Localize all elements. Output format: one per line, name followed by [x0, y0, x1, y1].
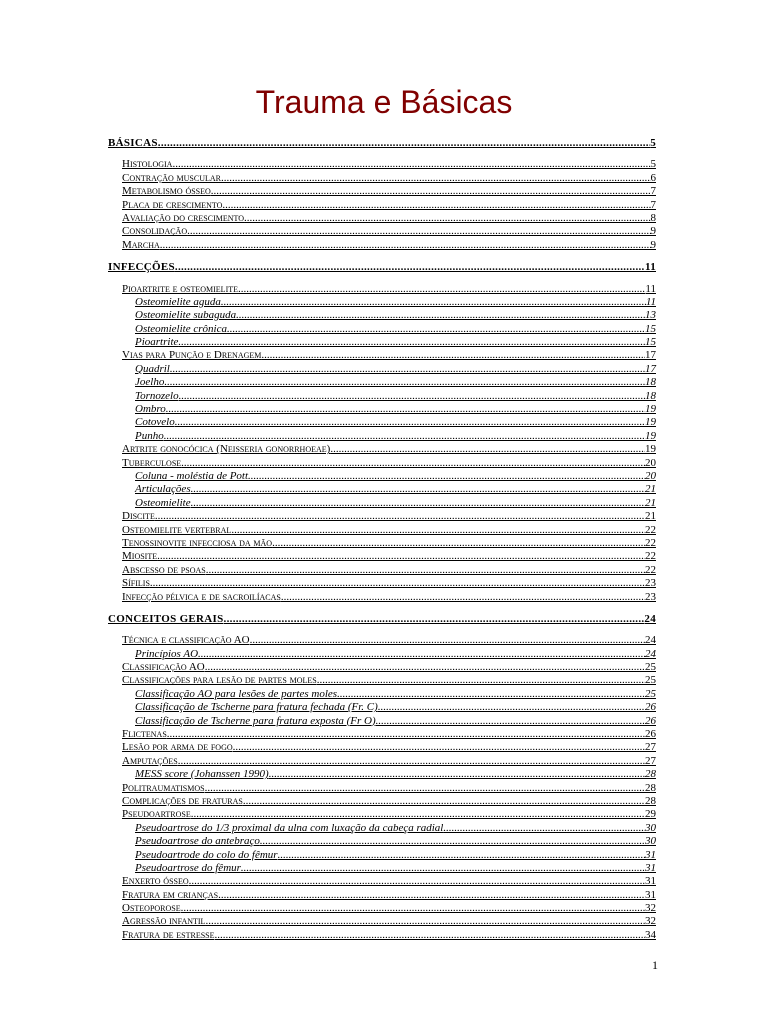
toc-entry-label[interactable]: Princípios AO: [135, 647, 199, 660]
toc-entry-label[interactable]: Tuberculose: [122, 456, 182, 469]
toc-entry-label[interactable]: Contração muscular: [122, 171, 221, 184]
toc-entry-label[interactable]: Placa de crescimento: [122, 198, 223, 211]
toc-entry[interactable]: [108, 808, 656, 821]
toc-dot-leader: [330, 443, 645, 456]
toc-dot-leader: [250, 634, 645, 647]
toc-entry-label[interactable]: Pseudoartrose do 1/3 proximal da ulna com luxação da cabeça radial: [135, 821, 444, 834]
toc-subentry[interactable]: [108, 862, 656, 875]
toc-entry[interactable]: [108, 661, 656, 674]
toc-entry-page[interactable]: 24: [644, 612, 656, 625]
toc-entry-page[interactable]: 34: [645, 928, 656, 941]
toc-dot-leader: [164, 430, 645, 443]
toc-entry-label[interactable]: Pseudoartrode do colo do fêmur: [135, 848, 278, 861]
toc-entry-page[interactable]: 18: [645, 376, 656, 389]
toc-entry-label[interactable]: Consolidação: [122, 225, 188, 238]
toc-entry-label[interactable]: Abscesso de psoas: [122, 563, 206, 576]
toc-entry-page[interactable]: 18: [645, 389, 656, 402]
toc-entry-page[interactable]: 6: [650, 171, 656, 184]
toc-entry-label[interactable]: BÁSICAS: [108, 137, 158, 149]
toc-dot-leader: [222, 199, 650, 212]
toc-entry-label[interactable]: Pseudoartrose do fêmur: [135, 861, 241, 874]
toc-entry-page[interactable]: 9: [650, 225, 656, 238]
toc-entry[interactable]: [108, 239, 656, 252]
toc-dot-leader: [170, 363, 645, 376]
toc-entry[interactable]: [108, 577, 656, 590]
toc-entry-label[interactable]: Politraumatismos: [122, 781, 205, 794]
toc-dot-leader: [236, 309, 645, 322]
toc-entry-label[interactable]: Discite: [122, 510, 155, 523]
toc-subentry[interactable]: [108, 849, 656, 862]
toc-entry-page[interactable]: 32: [645, 902, 656, 915]
table-of-contents: [108, 137, 656, 942]
toc-entry[interactable]: [108, 782, 656, 795]
toc-entry[interactable]: [108, 199, 656, 212]
toc-entry[interactable]: [108, 755, 656, 768]
toc-subentry[interactable]: [108, 822, 656, 835]
toc-dot-leader: [160, 239, 651, 252]
toc-entry-page[interactable]: 11: [645, 282, 656, 295]
toc-entry[interactable]: [108, 537, 656, 550]
toc-entry-page[interactable]: 17: [645, 349, 656, 362]
toc-entry[interactable]: [108, 457, 656, 470]
toc-subentry[interactable]: [108, 430, 656, 443]
toc-dot-leader: [227, 323, 645, 336]
toc-entry-label[interactable]: Sífilis: [122, 577, 150, 590]
toc-subentry[interactable]: [108, 323, 656, 336]
toc-dot-leader: [261, 349, 645, 362]
toc-dot-leader: [187, 225, 650, 238]
toc-entry[interactable]: [108, 795, 656, 808]
toc-dot-leader: [167, 728, 645, 741]
toc-entry-page[interactable]: 31: [645, 848, 656, 861]
toc-dot-leader: [191, 483, 645, 496]
toc-dot-leader: [205, 782, 645, 795]
toc-subentry[interactable]: [108, 470, 656, 483]
toc-entry-page[interactable]: 25: [645, 661, 656, 674]
toc-dot-leader: [198, 648, 645, 661]
toc-entry[interactable]: [108, 564, 656, 577]
toc-entry-label[interactable]: CONCEITOS GERAIS: [108, 612, 224, 625]
toc-dot-leader: [218, 889, 645, 902]
toc-entry-page[interactable]: 21: [645, 483, 656, 496]
toc-entry[interactable]: [108, 212, 656, 225]
toc-entry-label[interactable]: Marcha: [122, 238, 160, 251]
toc-entry-page[interactable]: 22: [645, 563, 656, 576]
toc-entry[interactable]: [108, 929, 656, 942]
toc-entry-page[interactable]: 9: [650, 238, 656, 251]
toc-dot-leader: [172, 158, 650, 171]
toc-entry-page[interactable]: 19: [645, 429, 656, 442]
toc-entry[interactable]: [108, 510, 656, 523]
toc-dot-leader: [224, 613, 645, 626]
toc-entry-page[interactable]: 19: [645, 416, 656, 429]
toc-dot-leader: [191, 808, 645, 821]
toc-entry-label[interactable]: Classificação AO para lesões de partes moles: [135, 687, 338, 700]
toc-entry-label[interactable]: Complicações de fraturas: [122, 794, 243, 807]
toc-entry-page[interactable]: 22: [645, 550, 656, 563]
toc-entry-page[interactable]: 32: [645, 915, 656, 928]
toc-subentry[interactable]: [108, 715, 656, 728]
toc-dot-leader: [158, 137, 650, 150]
toc-entry-label[interactable]: Ombro: [135, 403, 166, 416]
toc-dot-leader: [205, 661, 645, 674]
toc-entry[interactable]: [108, 889, 656, 902]
toc-dot-leader: [206, 564, 645, 577]
toc-entry-page[interactable]: 25: [645, 674, 656, 687]
toc-entry-page[interactable]: 15: [645, 336, 656, 349]
document-title: Trauma e Básicas: [255, 84, 513, 120]
toc-entry-page[interactable]: 7: [650, 185, 656, 198]
toc-dot-leader: [205, 915, 645, 928]
toc-entry-page[interactable]: 26: [645, 714, 656, 727]
toc-dot-leader: [164, 376, 645, 389]
toc-entry-page[interactable]: 24: [645, 634, 656, 647]
toc-entry-page[interactable]: 11: [645, 261, 656, 274]
toc-dot-leader: [211, 185, 651, 198]
toc-dot-leader: [241, 862, 645, 875]
toc-entry[interactable]: [108, 185, 656, 198]
toc-entry-page[interactable]: 23: [645, 577, 656, 590]
toc-subentry[interactable]: [108, 296, 656, 309]
toc-entry-label[interactable]: Pseudoartrose: [122, 808, 191, 821]
toc-subentry[interactable]: [108, 701, 656, 714]
toc-entry-label[interactable]: Pioartrite: [135, 336, 179, 349]
toc-entry-page[interactable]: 8: [650, 211, 656, 224]
toc-entry-label[interactable]: Pseudoartrose do antebraço: [135, 835, 260, 848]
toc-entry-label[interactable]: Vias para Punção e Drenagem: [122, 349, 262, 362]
toc-entry-page[interactable]: 31: [645, 861, 656, 874]
toc-entry[interactable]: [108, 915, 656, 928]
toc-entry-label[interactable]: Artrite gonocócica (Neisseria gonorrhoeae): [122, 443, 331, 456]
toc-dot-leader: [231, 524, 645, 537]
toc-entry[interactable]: [108, 550, 656, 563]
toc-entry-label[interactable]: Osteomielite aguda: [135, 295, 221, 308]
toc-entry[interactable]: [108, 634, 656, 647]
toc-entry-label[interactable]: INFECÇÕES: [108, 261, 175, 274]
toc-entry-label[interactable]: Metabolismo ósseo: [122, 185, 211, 198]
toc-dot-leader: [166, 403, 645, 416]
toc-entry-page[interactable]: 28: [645, 781, 656, 794]
toc-entry-label[interactable]: Classificações para lesão de partes moles: [122, 674, 317, 687]
toc-entry-page[interactable]: 21: [645, 510, 656, 523]
toc-entry-label[interactable]: Tornozelo: [135, 389, 179, 402]
toc-entry-page[interactable]: 5: [650, 158, 656, 171]
toc-entry-page[interactable]: 24: [645, 647, 656, 660]
toc-entry-label[interactable]: Avaliação do crescimento: [122, 211, 245, 224]
toc-dot-leader: [189, 875, 645, 888]
toc-dot-leader: [178, 755, 645, 768]
toc-entry-page[interactable]: 31: [645, 875, 656, 888]
toc-entry-page[interactable]: 30: [645, 821, 656, 834]
page-number: 1: [652, 958, 658, 972]
toc-entry[interactable]: [108, 225, 656, 238]
toc-subentry[interactable]: [108, 648, 656, 661]
toc-entry-label[interactable]: Classificação de Tscherne para fratura fechada (Fr. C): [135, 701, 378, 714]
toc-dot-leader: [272, 537, 645, 550]
toc-entry-label[interactable]: MESS score (Johanssen 1990): [135, 768, 269, 781]
toc-entry-label[interactable]: Joelho: [135, 376, 165, 389]
toc-entry-label[interactable]: Amputações: [122, 754, 178, 767]
toc-entry-page[interactable]: 21: [645, 496, 656, 509]
toc-entry-label[interactable]: Histologia: [122, 158, 173, 171]
toc-subentry[interactable]: [108, 336, 656, 349]
toc-entry-label[interactable]: Articulações: [135, 483, 191, 496]
toc-entry[interactable]: [108, 875, 656, 888]
toc-subentry[interactable]: [108, 835, 656, 848]
toc-entry-page[interactable]: 27: [645, 741, 656, 754]
toc-entry-page[interactable]: 22: [645, 536, 656, 549]
toc-entry[interactable]: [108, 741, 656, 754]
toc-subentry[interactable]: [108, 416, 656, 429]
toc-entry-page[interactable]: 13: [645, 309, 656, 322]
toc-entry-page[interactable]: 23: [645, 590, 656, 603]
toc-entry-label[interactable]: Quadril: [135, 362, 170, 375]
toc-dot-leader: [178, 336, 645, 349]
toc-dot-leader: [281, 591, 645, 604]
toc-entry-label[interactable]: Flictenas: [122, 728, 167, 741]
toc-dot-leader: [243, 795, 645, 808]
toc-entry-page[interactable]: 15: [645, 322, 656, 335]
toc-entry-label[interactable]: Classificação de Tscherne para fratura exposta (Fr O): [135, 714, 376, 727]
toc-entry-label[interactable]: Osteomielite subaguda: [135, 309, 237, 322]
toc-dot-leader: [317, 674, 645, 687]
toc-entry-label[interactable]: Miosite: [122, 550, 158, 563]
toc-entry-page[interactable]: 20: [645, 456, 656, 469]
toc-entry-label[interactable]: Punho: [135, 429, 164, 442]
toc-entry-label[interactable]: Osteoporose: [122, 902, 181, 915]
toc-subentry[interactable]: [108, 376, 656, 389]
toc-entry-label[interactable]: Fratura em crianças: [122, 888, 219, 901]
toc-dot-leader: [215, 929, 645, 942]
toc-dot-leader: [337, 688, 645, 701]
toc-dot-leader: [378, 701, 645, 714]
toc-subentry[interactable]: [108, 309, 656, 322]
toc-entry-page[interactable]: 26: [645, 701, 656, 714]
toc-dot-leader: [175, 261, 645, 274]
toc-entry[interactable]: [108, 591, 656, 604]
toc-entry[interactable]: [108, 349, 656, 362]
toc-entry-label[interactable]: Enxerto ósseo: [122, 875, 189, 888]
toc-dot-leader: [376, 715, 645, 728]
toc-entry-label[interactable]: Pioartrite e osteomielite: [122, 282, 239, 295]
toc-entry-label[interactable]: Fratura de estresse: [122, 928, 215, 941]
toc-dot-leader: [238, 283, 645, 296]
toc-dot-leader: [443, 822, 645, 835]
toc-entry[interactable]: [108, 524, 656, 537]
toc-dot-leader: [157, 550, 645, 563]
toc-entry-label[interactable]: Tenossinovite infecciosa da mão: [122, 536, 273, 549]
toc-section-entry[interactable]: [108, 137, 656, 150]
toc-dot-leader: [233, 741, 645, 754]
toc-section-entry[interactable]: [108, 261, 656, 274]
toc-entry-page[interactable]: 25: [645, 687, 656, 700]
toc-entry-label[interactable]: Classificação AO: [122, 661, 205, 674]
toc-entry-page[interactable]: 11: [645, 295, 656, 308]
toc-entry[interactable]: [108, 172, 656, 185]
toc-entry[interactable]: [108, 674, 656, 687]
toc-entry-label[interactable]: Cotovelo: [135, 416, 175, 429]
toc-dot-leader: [269, 768, 645, 781]
toc-entry-page[interactable]: 19: [645, 403, 656, 416]
toc-entry-label[interactable]: Lesão por arma de fogo: [122, 741, 233, 754]
toc-subentry[interactable]: [108, 390, 656, 403]
toc-subentry[interactable]: [108, 483, 656, 496]
toc-subentry[interactable]: [108, 403, 656, 416]
toc-entry-page[interactable]: 19: [645, 443, 656, 456]
toc-entry-page[interactable]: 29: [645, 808, 656, 821]
toc-subentry[interactable]: [108, 768, 656, 781]
toc-entry-page[interactable]: 26: [645, 728, 656, 741]
toc-entry[interactable]: [108, 728, 656, 741]
toc-entry-label[interactable]: Osteomielite: [135, 496, 191, 509]
toc-dot-leader: [191, 497, 645, 510]
toc-entry-page[interactable]: 28: [645, 794, 656, 807]
toc-entry-label[interactable]: Técnica e classificação AO: [122, 634, 250, 647]
toc-entry-page[interactable]: 22: [645, 523, 656, 536]
toc-dot-leader: [181, 902, 645, 915]
toc-dot-leader: [150, 577, 645, 590]
toc-subentry[interactable]: [108, 363, 656, 376]
toc-entry-page[interactable]: 30: [645, 835, 656, 848]
toc-entry-page[interactable]: 31: [645, 888, 656, 901]
toc-dot-leader: [248, 470, 645, 483]
toc-entry-page[interactable]: 7: [650, 198, 656, 211]
toc-dot-leader: [244, 212, 650, 225]
toc-subentry[interactable]: [108, 688, 656, 701]
toc-entry[interactable]: [108, 158, 656, 171]
toc-dot-leader: [181, 457, 645, 470]
toc-entry[interactable]: [108, 902, 656, 915]
toc-section-entry[interactable]: [108, 613, 656, 626]
toc-dot-leader: [155, 510, 645, 523]
toc-entry-label[interactable]: Osteomielite crônica: [135, 322, 227, 335]
toc-dot-leader: [221, 172, 651, 185]
toc-dot-leader: [260, 835, 645, 848]
toc-entry[interactable]: [108, 443, 656, 456]
toc-dot-leader: [278, 849, 645, 862]
toc-entry-page[interactable]: 28: [645, 768, 656, 781]
toc-entry-label[interactable]: Coluna - moléstia de Pott: [135, 469, 249, 482]
toc-subentry[interactable]: [108, 497, 656, 510]
toc-entry-label[interactable]: Agressão infantil: [122, 915, 206, 928]
toc-entry-page[interactable]: 17: [645, 362, 656, 375]
toc-dot-leader: [179, 390, 645, 403]
toc-entry-label[interactable]: Infecção pélvica e de sacroilíacas: [122, 590, 281, 603]
toc-entry-page[interactable]: 20: [645, 469, 656, 482]
toc-dot-leader: [221, 296, 646, 309]
toc-entry-page[interactable]: 5: [650, 137, 656, 149]
toc-dot-leader: [175, 416, 645, 429]
toc-entry[interactable]: [108, 283, 656, 296]
toc-entry-label[interactable]: Osteomielite vertebral: [122, 523, 232, 536]
toc-entry-page[interactable]: 27: [645, 754, 656, 767]
